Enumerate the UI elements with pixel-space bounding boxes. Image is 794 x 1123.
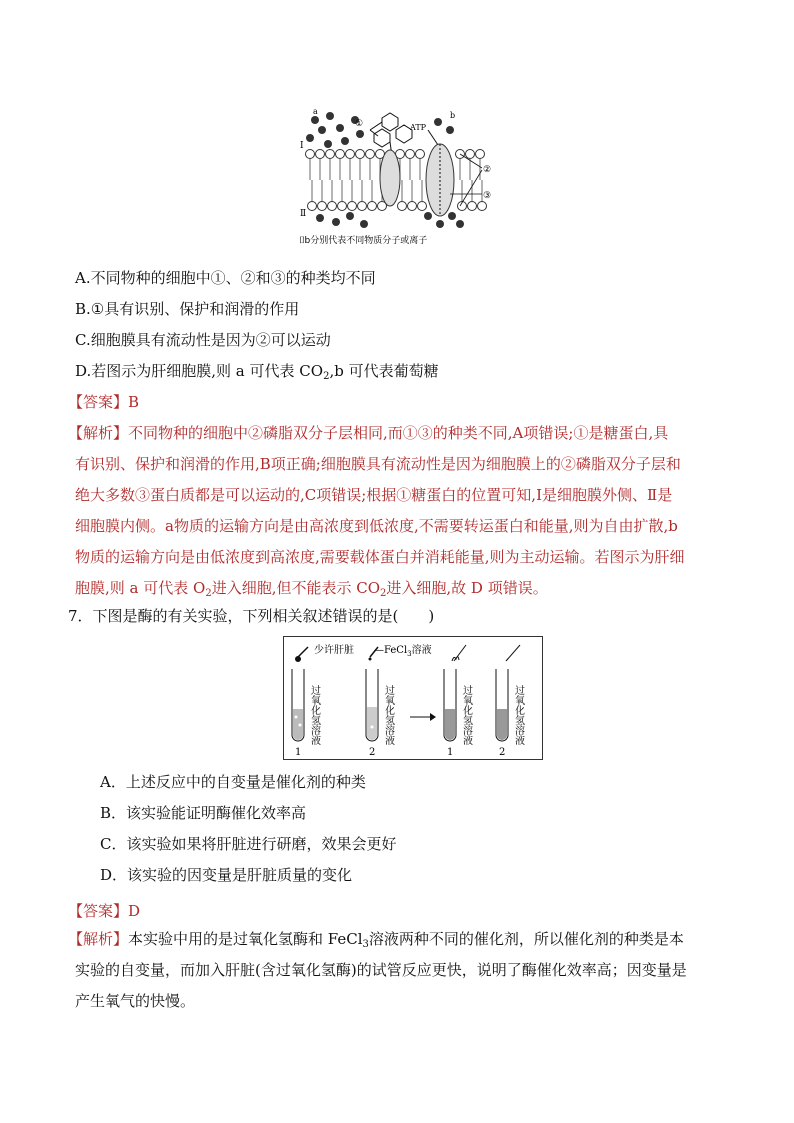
label-circle-2: ②	[483, 165, 492, 175]
figure1-caption: a和b分别代表不同物质分子或离子	[300, 236, 428, 246]
membrane-diagram	[300, 108, 500, 248]
membrane-figure	[300, 108, 500, 248]
tube3-solution-label: 过氧化氢溶液	[460, 685, 472, 745]
q7-explanation-line-3: 产生氧气的快慢。	[75, 992, 196, 1010]
label-side-1: Ⅰ	[300, 141, 304, 151]
q7-explanation-line-2: 实验的自变量，而加入肝脏(含过氧化氢酶)的试管反应更快，说明了酶催化效率高；因变量是	[75, 961, 687, 979]
q6-explanation-line-4: 细胞膜内侧。a物质的运输方向是由高浓度到低浓度,不需要转运蛋白和能量,则为自由扩散,b	[75, 517, 678, 535]
label-a: a	[313, 108, 318, 116]
q6-explanation-line-1: 【解析】不同物种的细胞中②磷脂双分子层相同,而①③的种类不同,A项错误;①是糖蛋白,具	[68, 424, 669, 442]
q7-stem: 7．下图是酶的有关实验，下列相关叙述错误的是( )	[68, 607, 435, 625]
label-circle-1: ①	[355, 119, 364, 129]
q6-explanation-line-5: 物质的运输方向是由低浓度到高浓度,需要载体蛋白并消耗能量,则为主动运输。若图示为肝细	[75, 548, 685, 566]
tube2-solution-label: 过氧化氢溶液	[382, 685, 394, 745]
q7-answer: 【答案】D	[68, 902, 141, 920]
label-b: b	[450, 111, 456, 120]
q7-option-c: C．该实验如果将肝脏进行研磨，效果会更好	[100, 835, 397, 853]
tube4-solution-label: 过氧化氢溶液	[512, 685, 524, 745]
tube-number-2: 2	[369, 747, 376, 758]
enzyme-diagram	[284, 637, 542, 759]
tube1-solution-label: 过氧化氢溶液	[308, 685, 320, 745]
q6-option-c: C.细胞膜具有流动性是因为②可以运动	[75, 331, 331, 349]
tube-number-3: 1	[447, 747, 454, 758]
liver-label: 少许肝脏	[314, 645, 354, 656]
q7-option-d: D．该实验的因变量是肝脏质量的变化	[100, 866, 353, 884]
tube-number-4: 2	[499, 747, 506, 758]
tube-number-1: 1	[295, 747, 302, 758]
label-circle-3: ③	[483, 191, 492, 201]
q7-explanation-line-1: 【解析】本实验中用的是过氧化氢酶和 FeCl$_3$溶液两种不同的催化剂，所以催化剂的种类是本	[68, 930, 684, 950]
q7-option-b: B．该实验能证明酶催化效率高	[100, 804, 307, 822]
enzyme-figure	[283, 636, 543, 760]
label-atp: ATP	[410, 123, 427, 132]
q6-explanation-line-3: 绝大多数③蛋白质都是可以运动的,C项错误;根据①糖蛋白的位置可知,Ⅰ是细胞膜外侧、Ⅱ是	[75, 486, 673, 504]
fecl3-label: —FeCl$_3$溶液	[374, 645, 432, 658]
q6-option-b: B.①具有识别、保护和润滑的作用	[75, 300, 300, 318]
q7-option-a: A．上述反应中的自变量是催化剂的种类	[100, 773, 366, 791]
q6-explanation-line-2: 有识别、保护和润滑的作用,B项正确;细胞膜具有流动性是因为细胞膜上的②磷脂双分子层和	[75, 455, 681, 473]
label-side-2: Ⅱ	[300, 209, 307, 219]
q6-option-a: A.不同物种的细胞中①、②和③的种类均不同	[75, 269, 376, 287]
q6-answer: 【答案】B	[68, 393, 140, 411]
q6-option-d: D.若图示为肝细胞膜,则 a 可代表 $CO_2,b$ 可代表葡萄糖	[75, 362, 439, 382]
q6-explanation-line-6: 胞膜,则 a 可代表 $O_2$进入细胞,但不能表示 $CO_2$进入细胞,故 D 项错误。	[75, 579, 548, 599]
